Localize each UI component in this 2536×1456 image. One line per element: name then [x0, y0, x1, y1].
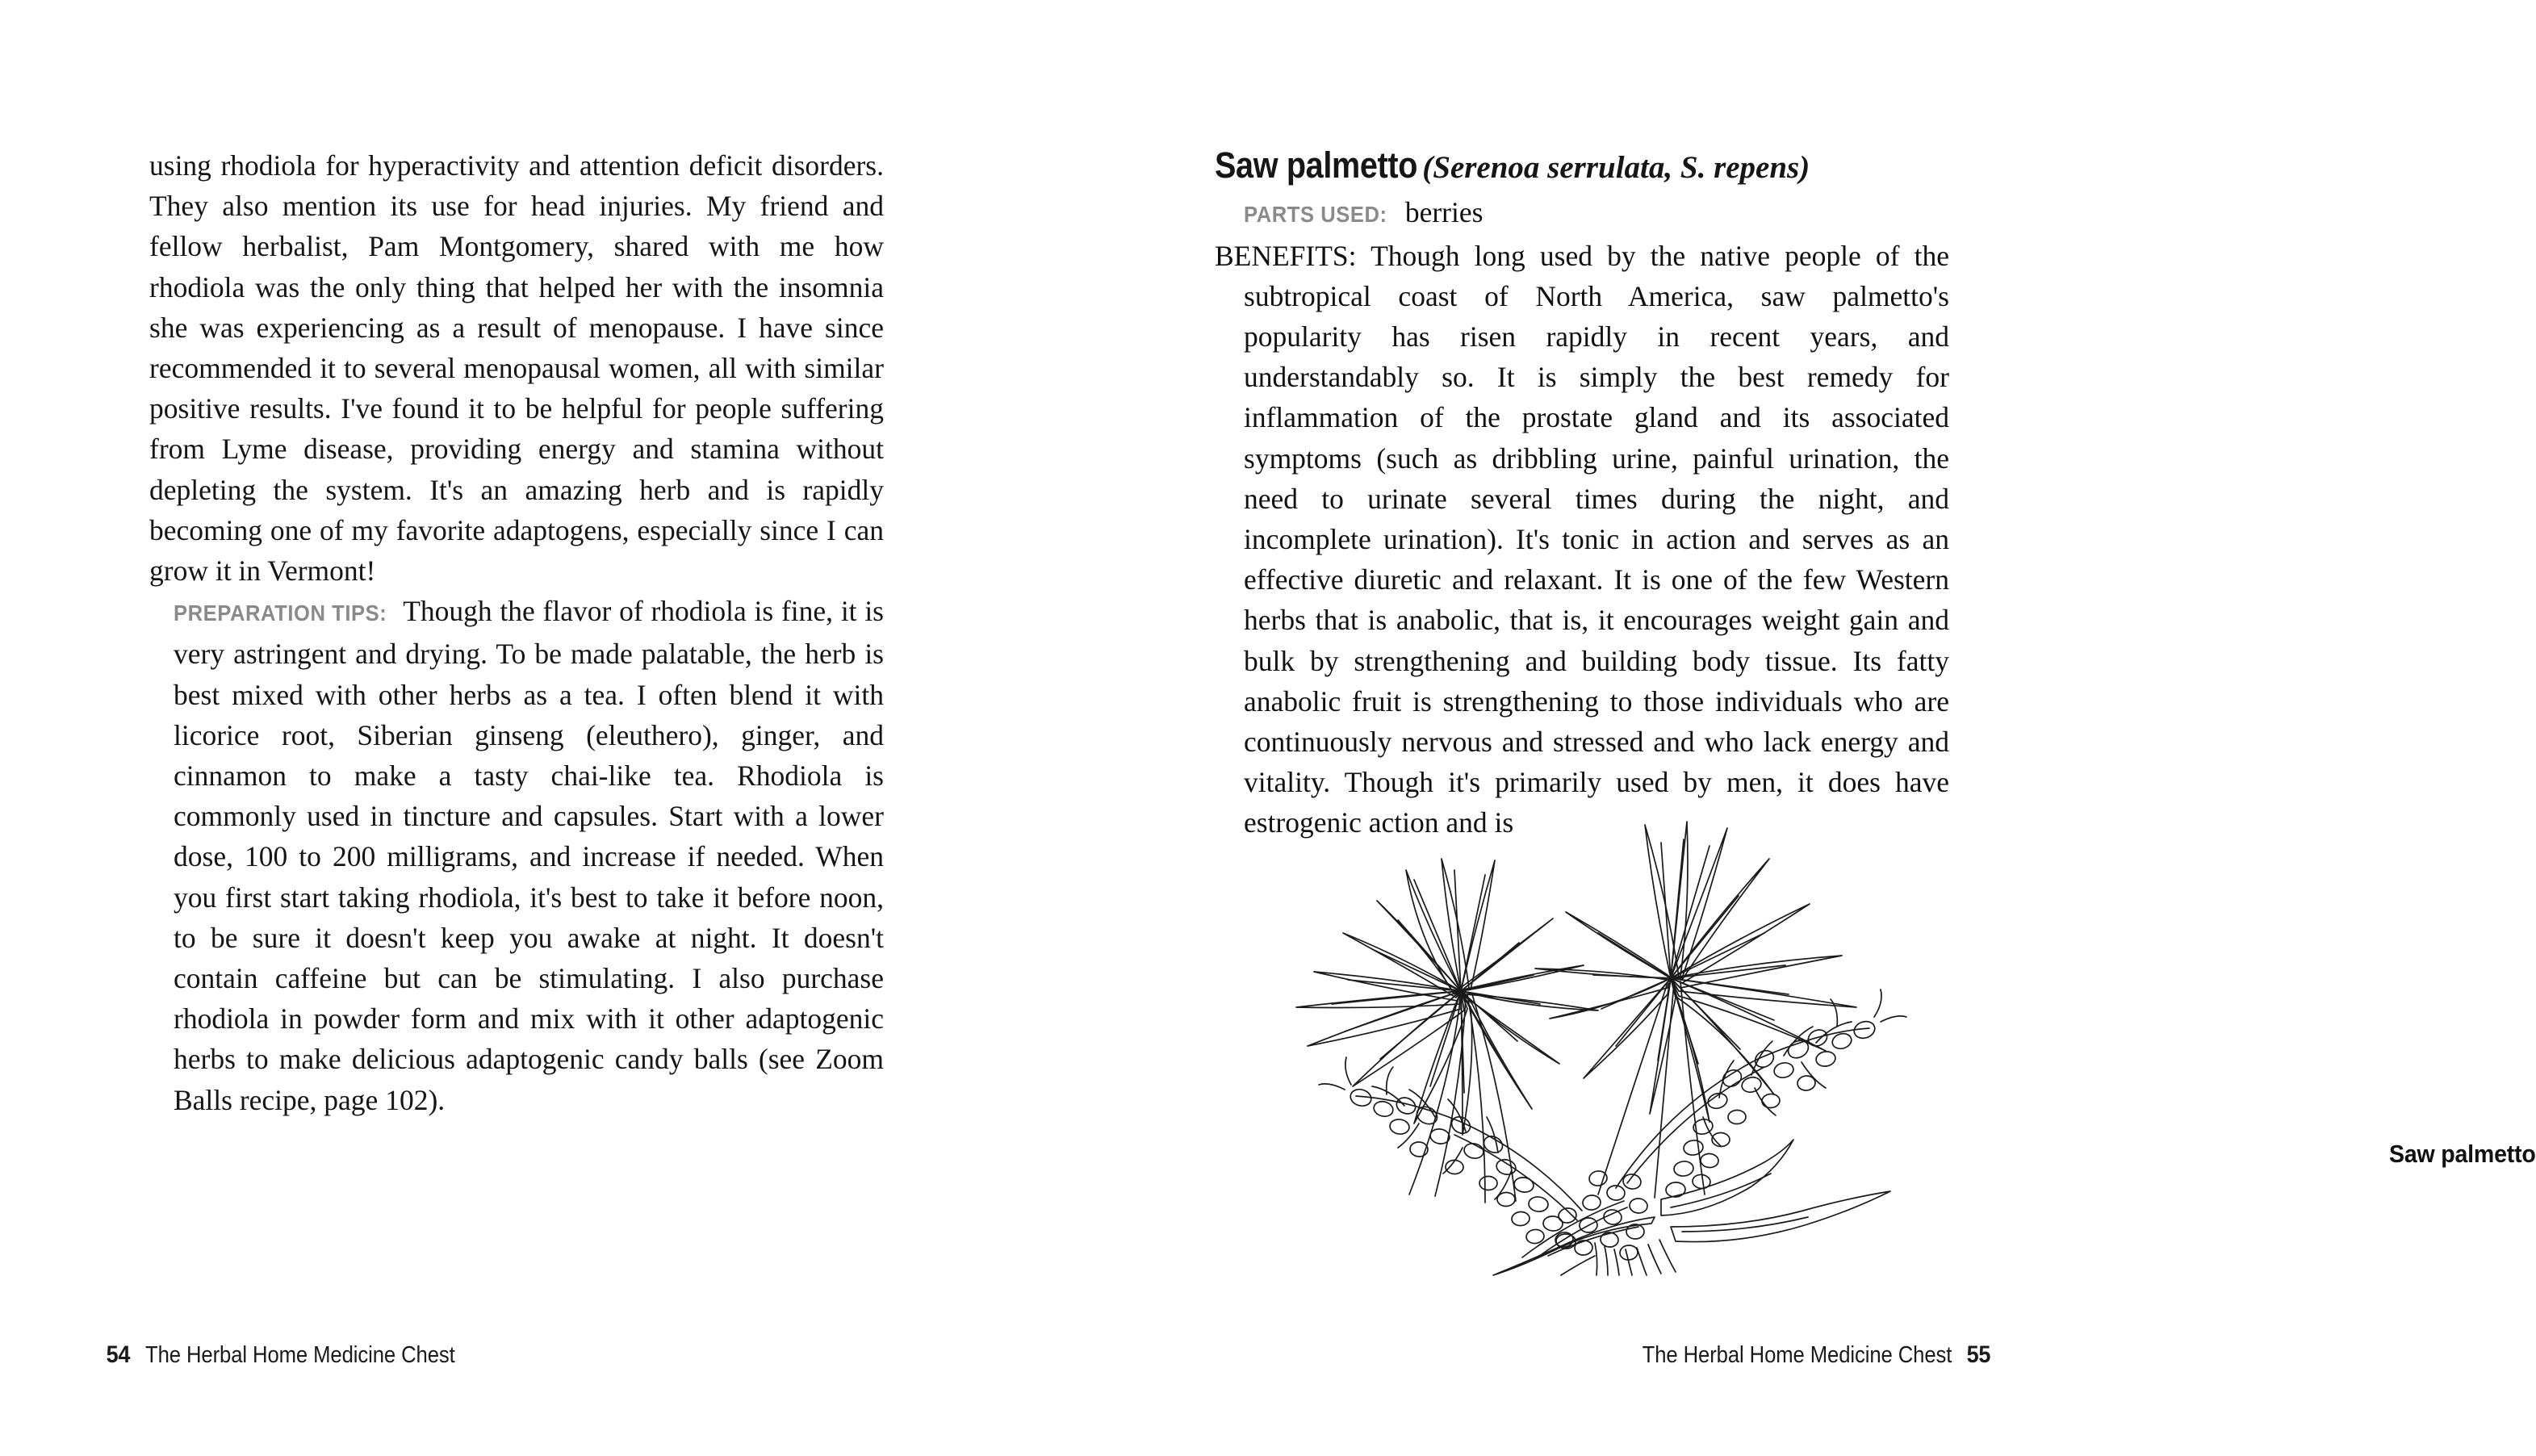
page-number-right: 55	[1966, 1341, 1991, 1368]
running-head-right: The Herbal Home Medicine Chest	[1642, 1342, 1952, 1368]
parts-used-value: berries	[1404, 196, 1484, 229]
berry-panicles	[1319, 989, 1906, 1261]
preparation-tips-label: PREPARATION TIPS:	[174, 600, 387, 626]
left-fan-leaf	[1296, 859, 1598, 1203]
herb-latin-name: (Serenoa serrulata, S. repens)	[1422, 150, 1810, 185]
benefits-text: Though long used by the native people of the subtropical coast of North America, saw palmetto's popularity has risen rapidly in recent years, and understandably so. It is simply the best remedy for inflammation of the prostate gland and its associated symptoms (such as dribbling urine, painful urination, the need to urinate several times during the night, and incomplete urination). It's tonic in action and serves as an effective diuretic and relaxant. It is one of the few Western herbs that is anabolic, that is, it encourages weight gain and bulk by strengthening and building body tissue. Its fatty anabolic fruit is strengthening to those individuals who are continuously nervous and stressed and who lack energy and vitality. Though it's primarily used by men, it does have estrogenic action and is	[1244, 239, 1950, 839]
preparation-tips-text: Though the flavor of rhodiola is fine, it is very astringent and drying. To be made palatable, the herb is best mixed with other herbs as a tea. I often blend it with licorice root, Siberian ginseng (eleuthero), ginger, and cinnamon to make a tasty chai-like tea. Rhodiola is commonly used in tincture and capsules. Start with a lower dose, 100 to 200 milligrams, and increase if needed. When you first start taking rhodiola, it's best to take it before noon, to be sure it doesn't keep you awake at night. It doesn't contain caffeine but can be stimulating. I also purchase rhodiola in powder form and mix with it other adaptogenic herbs to make delicious adaptogenic candy balls (see Zoom Balls recipe, page 102).	[174, 595, 884, 1116]
benefits-paragraph	[1215, 236, 1949, 843]
page-number-left: 54	[106, 1341, 131, 1368]
running-head-left: The Herbal Home Medicine Chest	[144, 1342, 455, 1368]
herb-heading	[1215, 145, 1949, 186]
basal-blades	[1493, 1140, 1890, 1275]
saw-palmetto-illustration	[1219, 775, 2042, 1275]
herb-parts-used-line	[1215, 192, 1949, 235]
right-fan-leaf	[1535, 822, 1856, 1198]
footer-left	[105, 1341, 489, 1369]
benefits-label: BENEFITS:	[1215, 239, 1357, 272]
preparation-tips-paragraph	[149, 591, 884, 1120]
parts-used-row	[1244, 192, 1949, 235]
page-right	[1049, 0, 2536, 1456]
footer-right	[1608, 1341, 1992, 1369]
continued-paragraph: using rhodiola for hyperactivity and attention deficit disorders. They also mention its use for head injuries. My friend and fellow herbalist, Pam Montgomery, shared with me how rhodiola was the only thing that helped her with the insomnia she was experiencing as a result of menopause. I have since recommended it to several menopausal women, all with similar positive results. I've found it to be helpful for people suffering from Lyme disease, providing energy and stamina without depleting the system. It's an amazing herb and is rapidly becoming one of my favorite adaptogens, especially since I can grow it in Vermont!	[149, 149, 884, 588]
left-column-text	[149, 145, 884, 1120]
parts-used-label: PARTS USED:	[1244, 202, 1387, 228]
herb-common-name: Saw palmetto	[1215, 144, 1418, 186]
figure-caption: Saw palmetto	[2389, 1140, 2536, 1168]
page-left	[0, 0, 1049, 1456]
